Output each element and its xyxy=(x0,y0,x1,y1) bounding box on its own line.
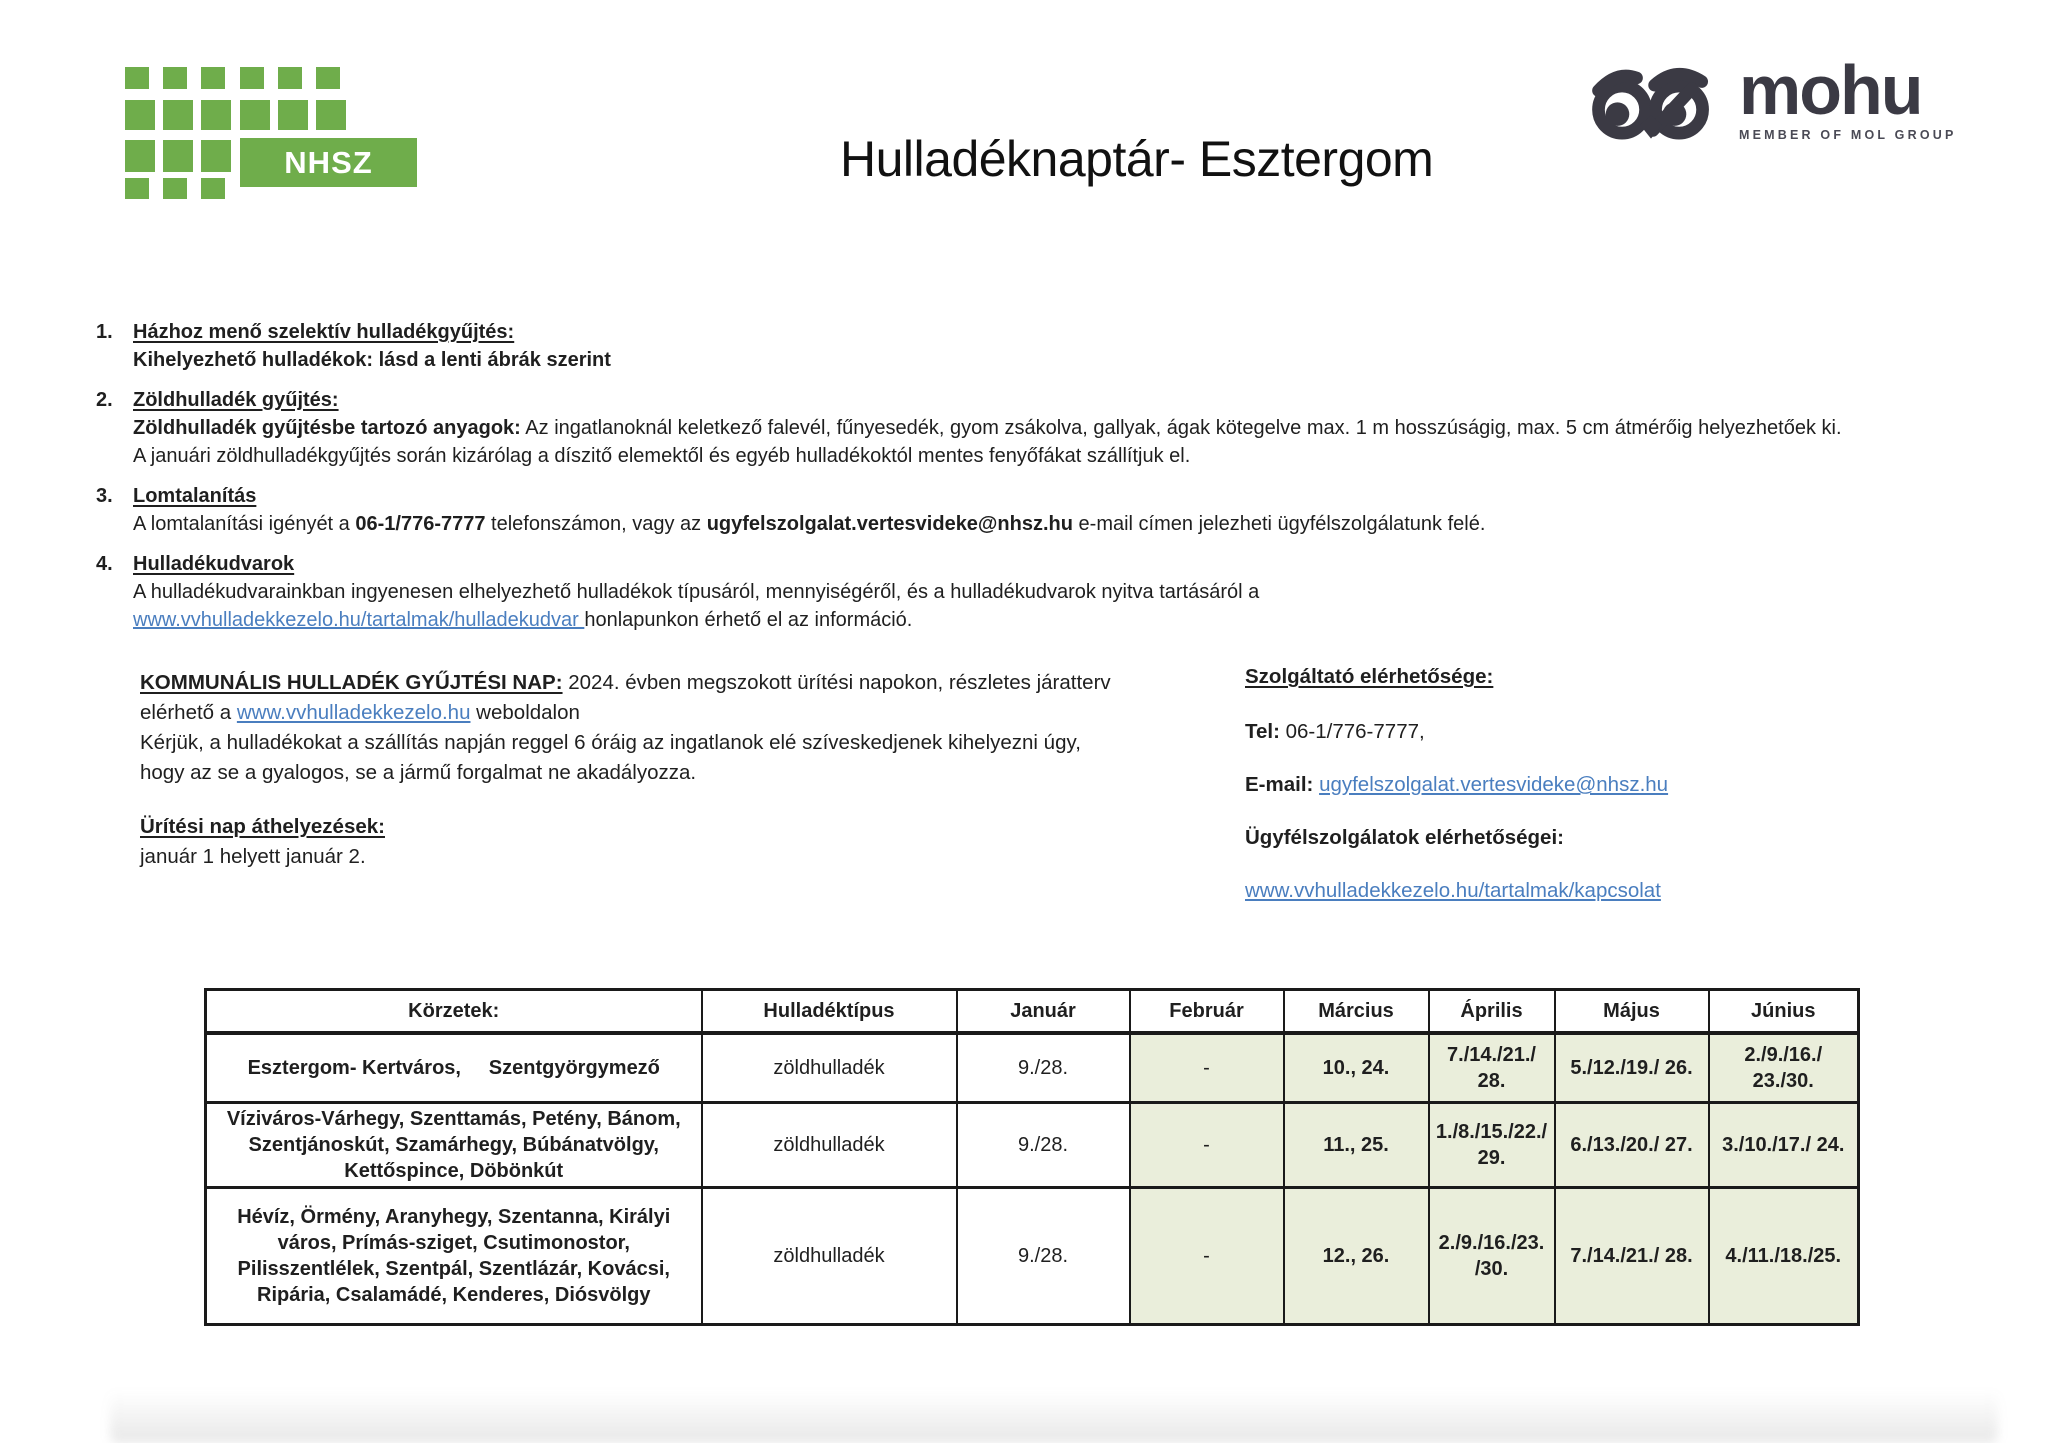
item-text-rest: honlapunkon érhető el az információ. xyxy=(584,609,913,631)
item-title: Lomtalanítás xyxy=(133,485,257,507)
cell-may: 7./14./21./ 28. xyxy=(1555,1188,1709,1325)
mohu-wordmark: mohu xyxy=(1739,51,1922,129)
provider-tel xyxy=(1245,719,1865,745)
page-title: Hulladéknaptár- Esztergom xyxy=(840,131,1434,187)
email-text: ugyfelszolgalat.vertesvideke@nhsz.hu xyxy=(706,513,1073,535)
customer-service-link[interactable]: www.vvhulladekkezelo.hu/tartalmak/kapcsolat xyxy=(1245,879,1661,902)
item-title: Házhoz menő szelektív hulladékgyűjtés: xyxy=(133,321,515,343)
cell-april: 2./9./16./23. /30. xyxy=(1429,1188,1555,1325)
communal-note: Kérjük, a hulladékokat a szállítás napján reggel 6 óráig az ingatlanok elé szíveskedjenek kihelyezni úgy, hogy az se a gyalogos, se a jármű forgalmat ne akadályozza. xyxy=(140,731,1081,784)
tel-label: Tel: xyxy=(1245,720,1280,743)
cell-march: 10., 24. xyxy=(1284,1033,1429,1103)
item-number: 4. xyxy=(96,553,113,575)
header-januar: Január xyxy=(957,990,1130,1034)
nhsz-logo xyxy=(125,50,419,200)
cell-june: 4./11./18./25. xyxy=(1709,1188,1859,1325)
communal-text-seg: 2024. évben megszokott ürítési napokon, részletes járatterv elérhető a xyxy=(140,671,1111,724)
waste-schedule-table xyxy=(204,988,1860,1326)
mohu-owl-icon xyxy=(1583,58,1719,149)
item-text-seg: telefonszámon, vagy az xyxy=(485,513,707,535)
waste-type-cell: zöldhulladék xyxy=(702,1188,957,1325)
hulladekudvar-link[interactable]: www.vvhulladekkezelo.hu/tartalmak/hulladekudvar xyxy=(133,609,585,631)
provider-email xyxy=(1245,772,1865,798)
list-item xyxy=(96,482,1956,538)
cell-february: - xyxy=(1130,1188,1284,1325)
provider-email-link[interactable]: ugyfelszolgalat.vertesvideke@nhsz.hu xyxy=(1319,773,1669,796)
item-text xyxy=(133,510,1956,538)
mohu-subtext: MEMBER OF MOL GROUP xyxy=(1739,128,1957,142)
header-majus: Május xyxy=(1555,990,1709,1034)
list-item xyxy=(96,550,1956,634)
header-korzetek: Körzetek: xyxy=(206,990,702,1034)
item-number: 1. xyxy=(96,321,113,343)
intro-list xyxy=(96,318,1956,646)
phone-number: 06-1/776-7777 xyxy=(355,513,486,535)
district-cell: Víziváros-Várhegy, Szenttamás, Petény, Bánom, Szentjánoskút, Szamárhegy, Búbánatvölgy, Kettőspince, Döbönkút xyxy=(206,1103,702,1188)
item-text-seg: e-mail címen jelezheti ügyfélszolgálatunk felé. xyxy=(1072,513,1486,535)
provider-title: Szolgáltató elérhetősége: xyxy=(1245,665,1494,688)
item-text: A hulladékudvarainkban ingyenesen elhelyezhető hulladékok típusáról, mennyiségéről, és a hulladékudvarok nyitva tartásáról a xyxy=(133,581,1260,603)
district-cell: Esztergom- Kertváros, Szentgyörgymező xyxy=(206,1033,702,1103)
list-item xyxy=(96,318,1956,374)
cell-january: 9./28. xyxy=(957,1103,1130,1188)
cell-may: 5./12./19./ 26. xyxy=(1555,1033,1709,1103)
nhsz-logo-wordmark: NHSZ xyxy=(240,138,417,187)
moving-line: január 1 helyett január 2. xyxy=(140,845,366,868)
district-cell: Hévíz, Örmény, Aranyhegy, Szentanna, Királyi város, Prímás-sziget, Csutimonostor, Pilisszentlélek, Szentpál, Szentlázár, Kovácsi, Ripária, Csalamádé, Kenderes, Diósvölgy xyxy=(206,1188,702,1325)
table-row xyxy=(206,1103,1859,1188)
header-aprilis: Április xyxy=(1429,990,1555,1034)
cell-april: 1./8./15./22./ 29. xyxy=(1429,1103,1555,1188)
item-number: 3. xyxy=(96,485,113,507)
item-text-rest: Az ingatlanoknál keletkező falevél, fűnyesedék, gyom zsákolva, gallyak, ágak kötegelve max. 1 m hosszúságig, max. 5 cm átmérőig helyezhetőek ki. xyxy=(520,417,1842,439)
cell-january: 9./28. xyxy=(957,1033,1130,1103)
email-label: E-mail: xyxy=(1245,773,1314,796)
table-header-row xyxy=(206,990,1859,1034)
mohu-logo xyxy=(1583,51,1957,149)
provider-section xyxy=(1245,664,1865,931)
tel-value: 06-1/776-7777, xyxy=(1279,720,1425,743)
item-text-bold: Zöldhulladék gyűjtésbe tartozó anyagok: xyxy=(133,417,521,439)
table-row xyxy=(206,1188,1859,1325)
list-item xyxy=(96,386,1956,470)
header-hulladektipus: Hulladéktípus xyxy=(702,990,957,1034)
cell-may: 6./13./20./ 27. xyxy=(1555,1103,1709,1188)
item-title: Zöldhulladék gyűjtés: xyxy=(133,389,339,411)
communal-text-seg: weboldalon xyxy=(470,701,580,724)
cell-april: 7./14./21./ 28. xyxy=(1429,1033,1555,1103)
cell-march: 12., 26. xyxy=(1284,1188,1429,1325)
header-marcius: Március xyxy=(1284,990,1429,1034)
cell-june: 2./9./16./ 23./30. xyxy=(1709,1033,1859,1103)
communal-section xyxy=(140,668,1125,872)
item-text-seg: A lomtalanítási igényét a xyxy=(133,513,356,535)
jaratterv-link[interactable]: www.vvhulladekkezelo.hu xyxy=(236,701,471,724)
item-text xyxy=(133,606,1956,634)
item-title: Hulladékudvarok xyxy=(133,553,295,575)
waste-type-cell: zöldhulladék xyxy=(702,1103,957,1188)
item-number: 2. xyxy=(96,389,113,411)
header-februar: Február xyxy=(1130,990,1284,1034)
waste-type-cell: zöldhulladék xyxy=(702,1033,957,1103)
page-bottom-shadow xyxy=(110,1391,1998,1443)
cell-february: - xyxy=(1130,1033,1284,1103)
communal-title: KOMMUNÁLIS HULLADÉK GYŰJTÉSI NAP: xyxy=(140,671,563,694)
header-junius: Június xyxy=(1709,990,1859,1034)
moving-title: Ürítési nap áthelyezések: xyxy=(140,815,385,838)
cell-january: 9./28. xyxy=(957,1188,1130,1325)
cell-march: 11., 25. xyxy=(1284,1103,1429,1188)
cell-february: - xyxy=(1130,1103,1284,1188)
item-text: A januári zöldhulladékgyűjtés során kizárólag a díszitő elemektől és egyéb hulladékoktól mentes fenyőfákat szállítjuk el. xyxy=(133,445,1191,467)
cell-june: 3./10./17./ 24. xyxy=(1709,1103,1859,1188)
item-text xyxy=(133,414,1956,442)
communal-paragraph xyxy=(140,668,1125,728)
table-row xyxy=(206,1033,1859,1103)
customer-service-title: Ügyfélszolgálatok elérhetőségei: xyxy=(1245,826,1564,849)
item-text: Kihelyezhető hulladékok: lásd a lenti ábrák szerint xyxy=(133,349,611,371)
